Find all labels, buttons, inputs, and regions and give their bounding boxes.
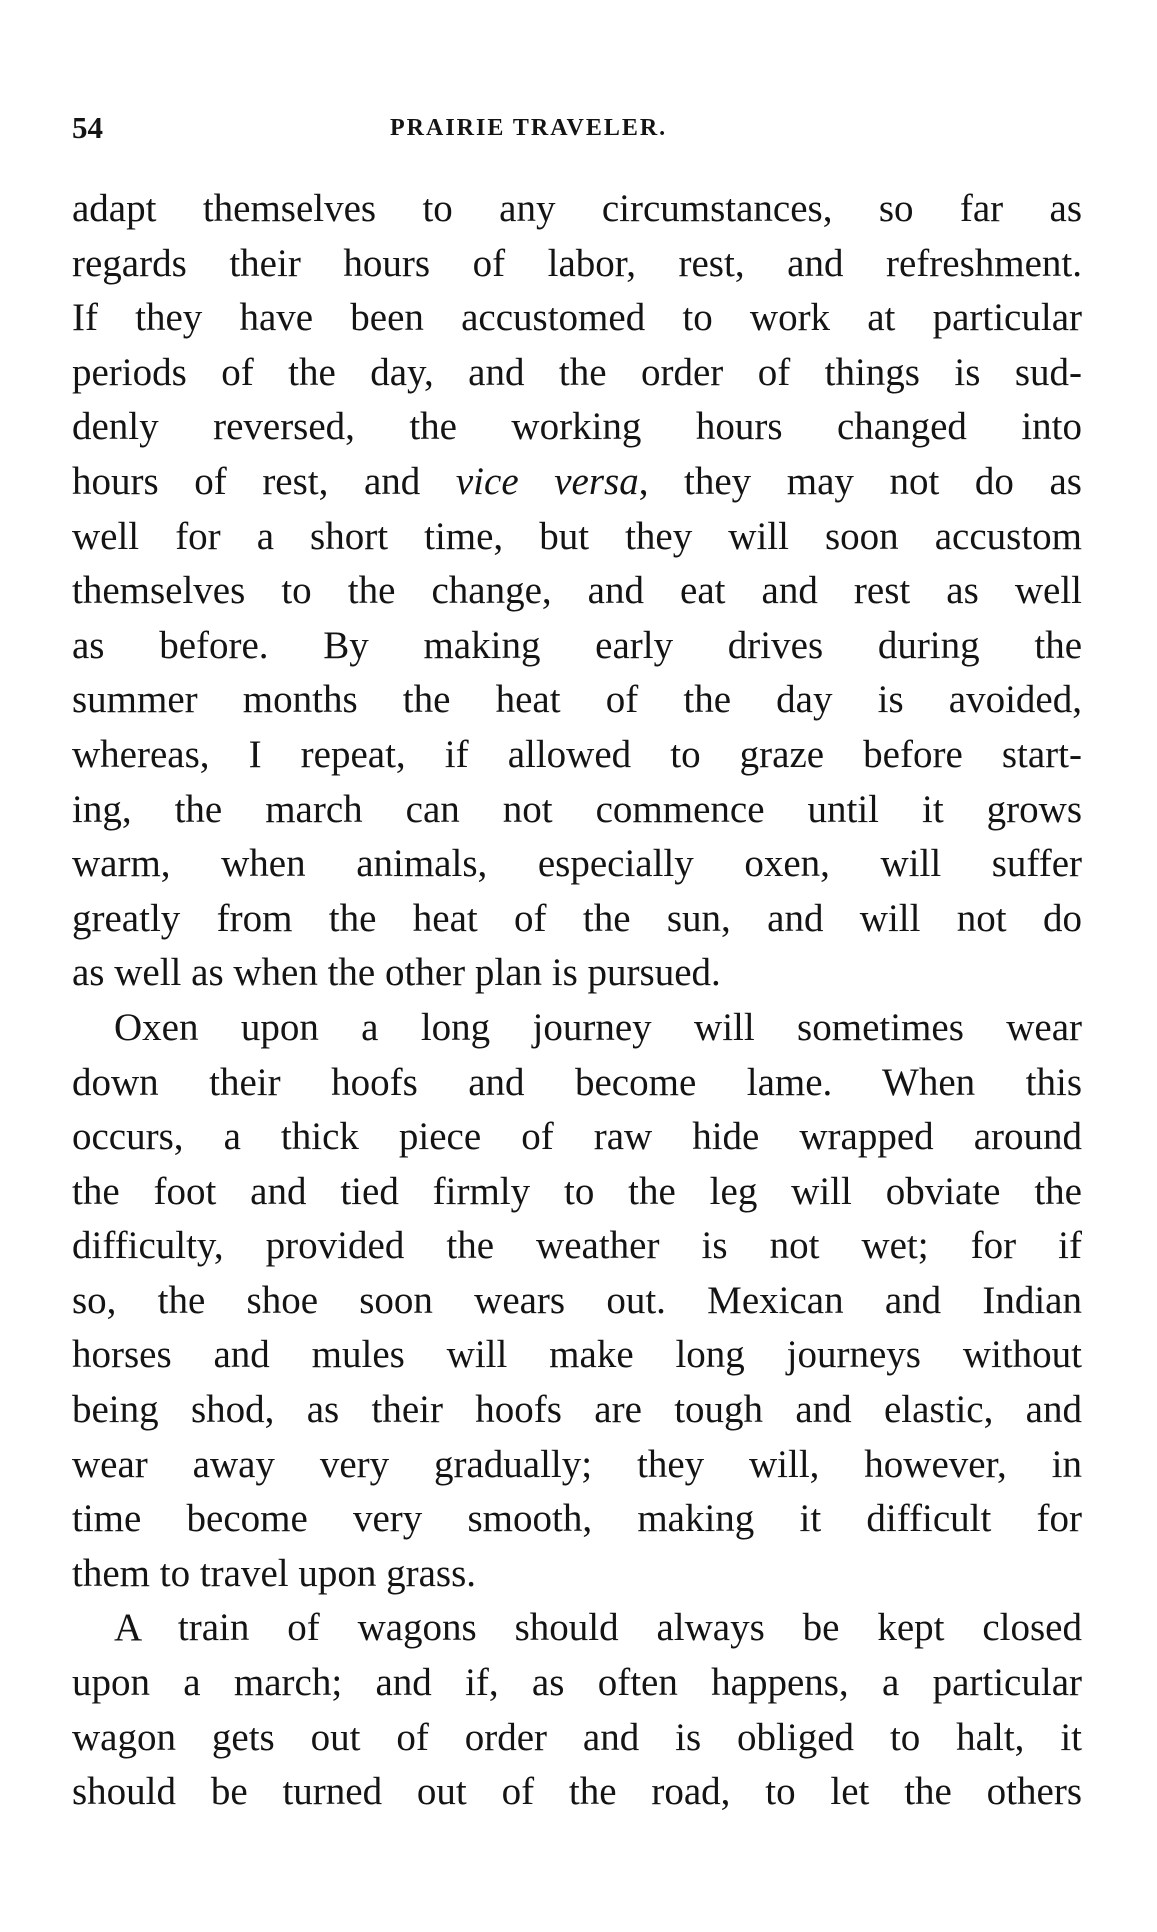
text-line [72,455,1082,510]
text-line: ing, the march can not commence until it grows [72,787,1082,831]
text-line: difficulty, provided the weather is not wet; for if [72,1224,1082,1268]
text-line: whereas, I repeat, if allowed to graze before start- [72,732,1082,776]
text-line: the foot and tied firmly to the leg will obviate the [72,1169,1082,1213]
text-line: being shod, as their hoofs are tough and elastic, and [72,1388,1082,1432]
text-line: denly reversed, the working hours changed into [72,405,1082,449]
text-line: summer months the heat of the day is avoided, [72,678,1082,722]
body-text [72,182,1082,1820]
text-line: Oxen upon a long journey will sometimes wear [114,1005,1082,1049]
text-run: hours of rest, and [72,459,456,503]
italic-phrase: vice versa [455,459,639,503]
text-run: , they may not do as [638,459,1082,503]
text-line: If they have been accustomed to work at particular [72,296,1082,340]
page-number: 54 [72,110,103,145]
text-line: themselves to the change, and eat and rest as well [72,569,1082,613]
text-line: A train of wagons should always be kept closed [114,1606,1082,1650]
text-line: wear away very gradually; they will, however, in [72,1442,1082,1486]
text-line: adapt themselves to any circumstances, so far as [72,187,1082,230]
running-head [72,108,1082,148]
text-line: wagon gets out of order and is obliged to halt, it [72,1715,1082,1759]
text-line: upon a march; and if, as often happens, a particular [72,1661,1082,1705]
running-title: PRAIRIE TRAVELER. [390,115,668,141]
text-line: well for a short time, but they will soon accustom [72,514,1082,558]
text-line: occurs, a thick piece of raw hide wrapped around [72,1115,1082,1159]
text-line: as before. By making early drives during the [72,623,1082,667]
text-line: horses and mules will make long journeys without [72,1333,1082,1377]
text-line: them to travel upon grass. [72,1551,476,1595]
text-line: so, the shoe soon wears out. Mexican and Indian [72,1278,1082,1322]
text-line: greatly from the heat of the sun, and will not do [72,896,1082,940]
text-line: time become very smooth, making it difficult for [72,1497,1082,1541]
text-line: warm, when animals, especially oxen, will suffer [72,842,1082,886]
text-line: down their hoofs and become lame. When this [72,1060,1082,1104]
text-line: periods of the day, and the order of things is sud- [72,350,1082,394]
text-line: regards their hours of labor, rest, and refreshment. [72,241,1082,285]
text-line: as well as when the other plan is pursued. [72,951,721,995]
text-line: should be turned out of the road, to let the others [72,1770,1082,1814]
